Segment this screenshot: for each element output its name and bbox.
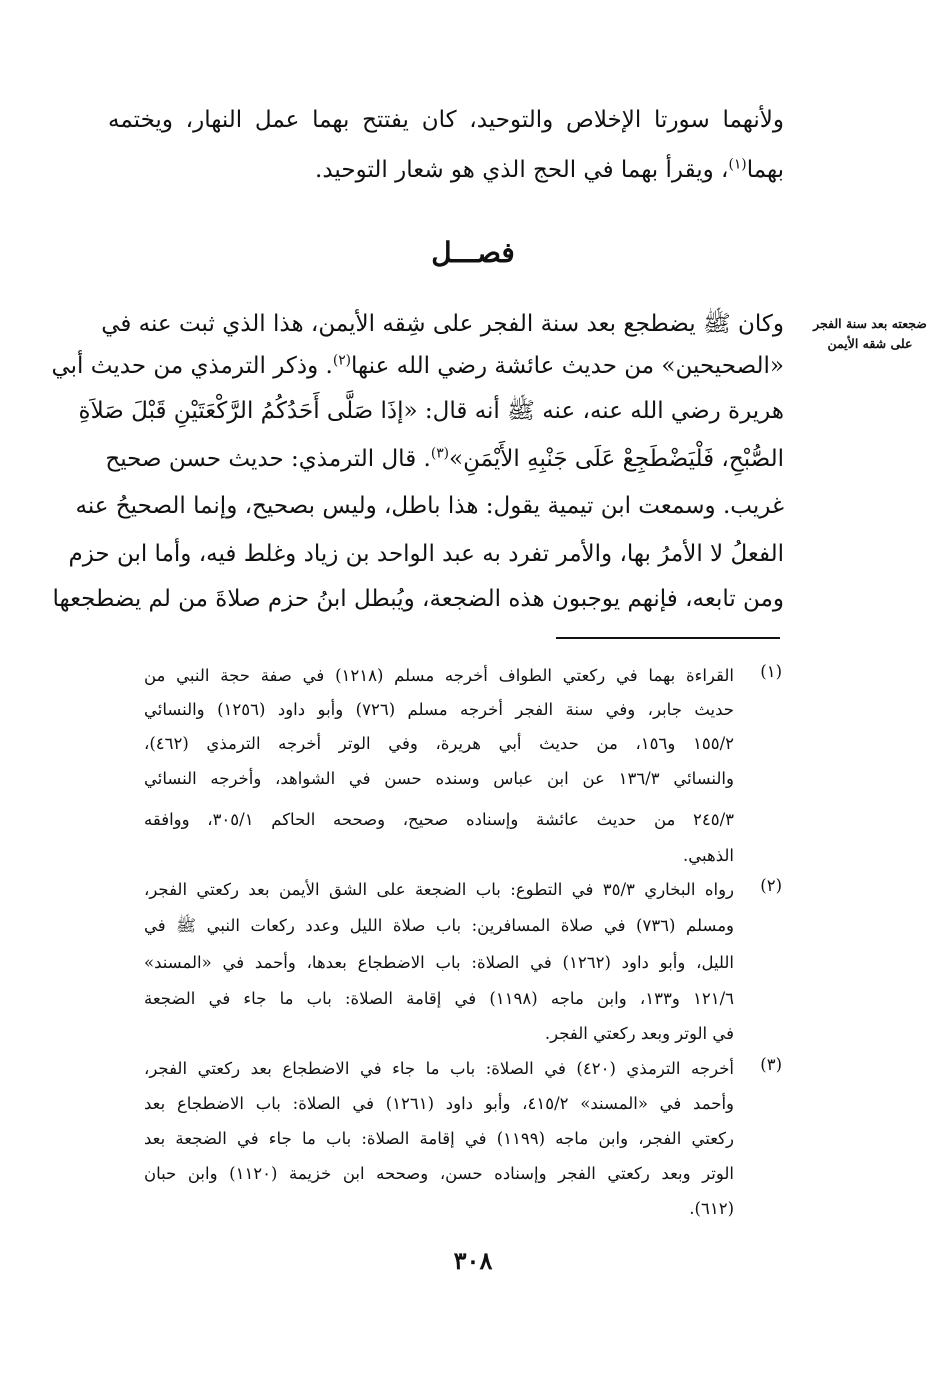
paragraph-text: «الصحيحين» من حديث عائشة رضي الله عنها — [351, 353, 784, 379]
footnote-number-3: (٣) — [760, 1055, 782, 1074]
footnote-ref-1[interactable]: (١) — [728, 156, 747, 173]
footnote-1-line-4: والنسائي ١٣٦/٣ عن ابن عباس وسنده حسن في الشواهد، وأخرجه النسائي — [144, 769, 734, 788]
footnote-3-line-2: وأحمد في «المسند» ٤١٥/٢، وأبو داود (١٢٦١) في الصلاة: باب الاضطجاع بعد — [144, 1094, 735, 1113]
paragraph-line-6: الفعلُ لا الأمرُ بها، والأمر تفرد به عبد الواحد بن زياد وغلط فيه، وأما ابن حزم — [68, 541, 784, 567]
footnote-1-line-5: ٢٤٥/٣ من حديث عائشة وإسناده صحيح، وصححه الحاكم ٣٠٥/١، ووافقه — [144, 810, 734, 829]
footnote-1-line-1: القراءة بهما في ركعتي الطواف أخرجه مسلم (١٢١٨) في صفة حجة النبي من — [144, 666, 734, 685]
footnote-number-1: (١) — [760, 662, 782, 681]
paragraph-line-2 — [51, 350, 784, 390]
footnote-3-line-5: (٦١٢). — [689, 1199, 734, 1218]
footnote-2-line-5: في الوتر وبعد ركعتي الفجر. — [544, 1024, 734, 1043]
top-paragraph-text: ، ويقرأ بهما في الحج الذي هو شعار التوحيد. — [315, 157, 729, 183]
footnote-3-line-4: الوتر وبعد ركعتي الفجر وإسناده حسن، وصححه ابن خزيمة (١١٢٠) وابن حبان — [144, 1164, 734, 1183]
footnote-2-line-1: رواه البخاري ٣٥/٣ في التطوع: باب الضجعة على الشق الأيمن بعد ركعتي الفجر، — [144, 880, 735, 899]
footnote-number-2: (٢) — [760, 876, 782, 895]
margin-note-line-2: على شقه الأيمن — [827, 336, 913, 351]
paragraph-text: . قال الترمذي: حديث حسن صحيح — [105, 446, 431, 472]
paragraph-line-4 — [105, 443, 784, 483]
footnote-ref-2[interactable]: (٢) — [332, 352, 352, 369]
margin-note — [806, 314, 934, 354]
footnote-1-line-2: حديث جابر، وفي سنة الفجر أخرجه مسلم (٧٢٦) وأبو داود (١٢٥٦) والنسائي — [144, 700, 734, 719]
footnote-2-line-4: ١٢١/٦ و١٣٣، وابن ماجه (١١٩٨) في إقامة الصلاة: باب ما جاء في الضجعة — [144, 989, 734, 1008]
footnote-3-line-3: ركعتي الفجر، وابن ماجه (١١٩٩) في إقامة الصلاة: باب ما جاء في الضجعة بعد — [144, 1129, 734, 1148]
footnote-2-line-2: ومسلم (٧٣٦) في صلاة المسافرين: باب صلاة الليل وعدد ركعات النبي ﷺ في — [144, 916, 734, 935]
footnote-1-line-3: ١٥٥/٢ و١٥٦، من حديث أبي هريرة، وفي الوتر أخرجه الترمذي (٤٦٢)، — [144, 734, 734, 753]
paragraph-line-7: ومن تابعه، فإنهم يوجبون هذه الضجعة، ويُبطل ابنُ حزم صلاةَ من لم يضطجعها — [52, 586, 784, 612]
section-heading: فصـــل — [431, 236, 515, 269]
top-paragraph-line-1: ولأنهما سورتا الإخلاص والتوحيد، كان يفتتح بهما عمل النهار، ويختمه — [108, 107, 784, 133]
footnote-1-line-6: الذهبي. — [683, 846, 734, 865]
footnote-ref-3[interactable]: (٣) — [430, 445, 450, 462]
paragraph-line-3: هريرة رضي الله عنه، عنه ﷺ أنه قال: «إذَا صَلَّى أَحَدُكُمُ الرَّكْعَتَيْنِ قَبْلَ صَلاَةِ — [78, 398, 784, 424]
page-number: ٣٠٨ — [453, 1246, 493, 1275]
footnote-2-line-3: الليل، وأبو داود (١٢٦٢) في الصلاة: باب الاضطجاع بعدها، وأحمد في «المسند» — [144, 953, 734, 972]
paragraph-line-5: غريب. وسمعت ابن تيمية يقول: هذا باطل، وليس بصحيح، وإنما الصحيحُ عنه — [75, 493, 784, 519]
paragraph-line-1: وكان ﷺ يضطجع بعد سنة الفجر على شِقه الأيمن، هذا الذي ثبت عنه في — [101, 311, 784, 337]
footnote-separator — [556, 637, 780, 639]
margin-note-line-1: ضجعته بعد سنة الفجر — [813, 316, 927, 331]
top-paragraph-line-2 — [108, 154, 784, 194]
top-paragraph-text: بهما — [746, 157, 784, 183]
paragraph-text: . وذكر الترمذي من حديث أبي — [51, 353, 333, 379]
paragraph-text: الصُّبْحِ، فَلْيَضْطَجِعْ عَلَى جَنْبِهِ الأَيْمَنِ» — [449, 446, 784, 472]
footnote-3-line-1: أخرجه الترمذي (٤٢٠) في الصلاة: باب ما جاء في الاضطجاع بعد ركعتي الفجر، — [144, 1059, 734, 1078]
